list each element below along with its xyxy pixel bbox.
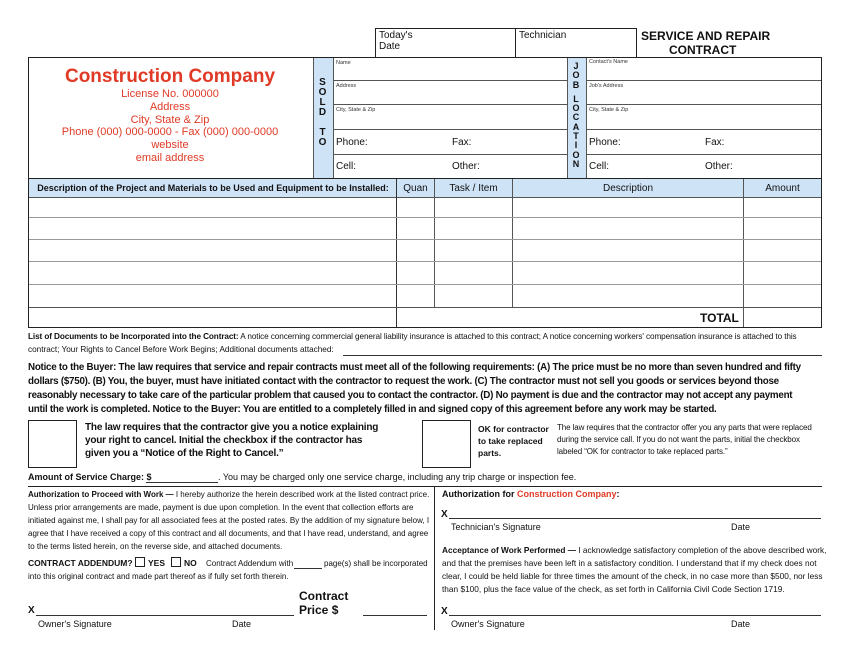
- acceptance-text: Acceptance of Work Performed — I acknowledge satisfactory completion of the above described work,: [442, 545, 827, 555]
- contract-price-label: Contract: [299, 589, 349, 603]
- vertical-letter: O: [318, 137, 327, 148]
- job-cell-field[interactable]: Cell:: [589, 161, 610, 172]
- addendum-no-label: NO: [184, 558, 197, 568]
- owner-signature-line-left[interactable]: [36, 615, 294, 616]
- contract-price-field[interactable]: [363, 615, 427, 616]
- addendum-text-2: page(s) shall be incorporated: [324, 559, 428, 568]
- job-address-field[interactable]: Job's Address: [589, 83, 624, 89]
- notice-of-cancel-checkbox[interactable]: [28, 420, 77, 468]
- sold-to-vertical-label: [313, 78, 332, 148]
- service-charge-text: . You may be charged only one service charge, including any trip charge or inspection fee.: [218, 472, 577, 482]
- service-charge-label: Amount of Service Charge: $: [28, 472, 152, 482]
- notice-line-2: dollars ($750). (B) You, the buyer, must have initiated contact with the contractor to request the work. (C) The contractor must not sell you goods or services beyond those: [28, 376, 779, 387]
- owner-signature-label-right: Owner's Signature: [451, 619, 525, 629]
- vertical-letter: B: [572, 79, 580, 90]
- vertical-letter: S: [319, 77, 326, 88]
- authorization-proceed-l2: Unless prior arrangements are made, payment is due upon completion. In the event that collection efforts are: [28, 503, 414, 512]
- authorization-proceed-l4: agree that I have received a copy of this contract and all documents, and that I have read, understand, and agree: [28, 529, 429, 538]
- cancel-notice-1: The law requires that the contractor give you a notice explaining: [85, 422, 379, 433]
- addendum-no-checkbox[interactable]: [171, 557, 181, 567]
- sold-to-fax-field[interactable]: Fax:: [452, 137, 472, 148]
- desc-header: Description: [602, 183, 654, 194]
- contract-addendum-label: CONTRACT ADDENDUM?: [28, 558, 133, 568]
- company-address: Address: [149, 101, 191, 113]
- vertical-letter: O: [318, 87, 327, 98]
- addendum-yes-label: YES: [148, 558, 166, 568]
- contract-title: SERVICE AND REPAIR: [641, 29, 771, 43]
- vertical-letter: J: [573, 61, 579, 71]
- table-row[interactable]: [29, 284, 821, 285]
- company-website: website: [151, 139, 189, 151]
- acceptance-l3: clear, I could be held liable for three times the amount of the check, in no case more than $500, nor less: [442, 571, 823, 581]
- documents-text: List of Documents to be Incorporated into the Contract: A notice concerning commercial general liability insurance is attached to this contract; A notice concerning workers' compensation insurance is attached to this: [28, 332, 797, 341]
- additional-documents-line[interactable]: [343, 355, 822, 356]
- addendum-yes-checkbox[interactable]: [135, 557, 145, 567]
- replaced-parts-text-2: during the service call. If you do not want the parts, initial the checkbox: [557, 435, 800, 444]
- service-charge-field[interactable]: [146, 482, 218, 483]
- company-city: City, State & Zip: [130, 114, 210, 126]
- notice-line-4: until the work is completed. Notice to the Buyer: You are entitled to a completely filled in and signed copy of this agreement before any work may be started.: [28, 404, 717, 415]
- owner-signature-label-left: Owner's Signature: [38, 619, 112, 629]
- owner-date-label-left: Date: [232, 619, 252, 629]
- owner-sig-x: X: [28, 605, 35, 616]
- replaced-parts-text-3: labeled “OK for contractor to take replaced parts.”: [557, 447, 728, 456]
- authorization-proceed-text: Authorization to Proceed with Work — I hereby authorize the herein described work at the listed contract price.: [28, 490, 430, 499]
- vertical-letter: I: [574, 140, 578, 151]
- amount-header: Amount: [765, 183, 800, 194]
- quan-header: Quan: [403, 183, 428, 194]
- replaced-parts-checkbox[interactable]: [422, 420, 471, 468]
- vertical-letter: D: [318, 107, 327, 118]
- company-phone-fax: Phone (000) 000-0000 - Fax (000) 000-0000: [61, 126, 279, 138]
- owner-sig-x-right: X: [441, 606, 448, 617]
- notice-line-3: reasonably necessary to take care of the particular problem that caused you to contact the contractor. (D) No payment is due and the contractor may not accept any payment: [28, 390, 793, 401]
- documents-text-2: contract; Your Rights to Cancel Before Work Begins; Additional documents attached:: [28, 345, 334, 354]
- company-name: Construction Company: [64, 66, 276, 87]
- notice-line-1: Notice to the Buyer: The law requires that service and repair contracts must meet all of the following requirements: (A) The price must be no more than seven hundred and fifty: [28, 362, 801, 373]
- technician-date-label: Date: [731, 522, 751, 532]
- total-label: TOTAL: [700, 311, 739, 325]
- items-table: [28, 178, 822, 328]
- job-phone-field[interactable]: Phone:: [589, 137, 621, 148]
- acceptance-l4: than $100, plus the face value of the check, as set forth in California Civil Code Section 1719.: [442, 584, 785, 594]
- table-row[interactable]: [29, 307, 821, 308]
- authorization-proceed-l5: to the terms listed herein, on the reverse side, and attached documents.: [28, 542, 283, 551]
- authorization-for-company: Authorization for Construction Company:: [442, 489, 620, 499]
- vertical-letter: L: [573, 93, 579, 104]
- technician-signature-label: Technician's Signature: [451, 522, 541, 532]
- addendum-line-2: into this original contract and made part thereof as if fully set forth therein.: [28, 572, 289, 581]
- table-row[interactable]: [29, 261, 821, 262]
- contract-title-line2: CONTRACT: [669, 43, 737, 57]
- sold-to-cell-field[interactable]: Cell:: [336, 161, 357, 172]
- table-row[interactable]: [29, 239, 821, 240]
- cancel-notice-3: given you a “Notice of the Right to Cancel.”: [85, 448, 284, 459]
- tech-sig-x: X: [441, 509, 448, 520]
- company-license: License No. 000000: [121, 88, 219, 100]
- sold-to-phone-field[interactable]: Phone:: [336, 137, 368, 148]
- technician-signature-line[interactable]: [449, 518, 821, 519]
- vertical-letter: L: [319, 97, 326, 108]
- todays-date-label: Today's Date: [379, 30, 413, 52]
- acceptance-l2: and that the premises have been left in a satisfactory condition. I understand that if my check does not: [442, 558, 817, 568]
- owner-date-label-right: Date: [731, 619, 751, 629]
- owner-signature-line-right[interactable]: [449, 615, 821, 616]
- description-header: Description of the Project and Materials to be Used and Equipment to be Installed:: [37, 183, 389, 193]
- vertical-letter: O: [572, 103, 580, 114]
- cancel-notice-2: your right to cancel. Initial the checkbox if the contractor has: [85, 435, 363, 446]
- sold-to-other-field[interactable]: Other:: [452, 161, 480, 172]
- sold-to-city-field[interactable]: City, State & Zip: [336, 107, 376, 113]
- vertical-letter: C: [572, 112, 580, 123]
- vertical-letter: O: [572, 149, 580, 160]
- job-city-field[interactable]: City, State & Zip: [589, 107, 629, 113]
- vertical-letter: A: [572, 121, 580, 132]
- job-fax-field[interactable]: Fax:: [705, 137, 725, 148]
- vertical-letter: T: [573, 131, 579, 142]
- sold-to-address-field[interactable]: Address: [336, 83, 357, 89]
- job-contact-name-field[interactable]: Contact's Name: [589, 59, 628, 65]
- task-header: Task / Item: [449, 183, 498, 194]
- authorization-proceed-l3: initiated against me, I shall pay for all associated fees at the posted rates. By the addition of my signature below, I: [28, 516, 430, 525]
- technician-label: Technician: [519, 30, 567, 41]
- replaced-parts-text-1: The law requires that the contractor offer you any parts that were replaced: [557, 423, 812, 432]
- replaced-parts-label-2: to take replaced: [478, 436, 543, 446]
- job-location-vertical-label: [567, 62, 585, 169]
- job-other-field[interactable]: Other:: [705, 161, 733, 172]
- replaced-parts-label-1: OK for contractor: [478, 424, 549, 434]
- addendum-text: Contract Addendum with: [206, 559, 294, 568]
- sold-to-name-field[interactable]: Name: [336, 60, 351, 66]
- company-email: email address: [135, 152, 205, 164]
- contract-price-label-2: Price $: [299, 603, 339, 617]
- vertical-letter: O: [572, 70, 580, 81]
- addendum-pages-field[interactable]: [294, 568, 322, 569]
- replaced-parts-label-3: parts.: [478, 448, 502, 458]
- vertical-letter: T: [319, 127, 326, 138]
- table-row[interactable]: [29, 217, 821, 218]
- vertical-letter: N: [572, 158, 580, 169]
